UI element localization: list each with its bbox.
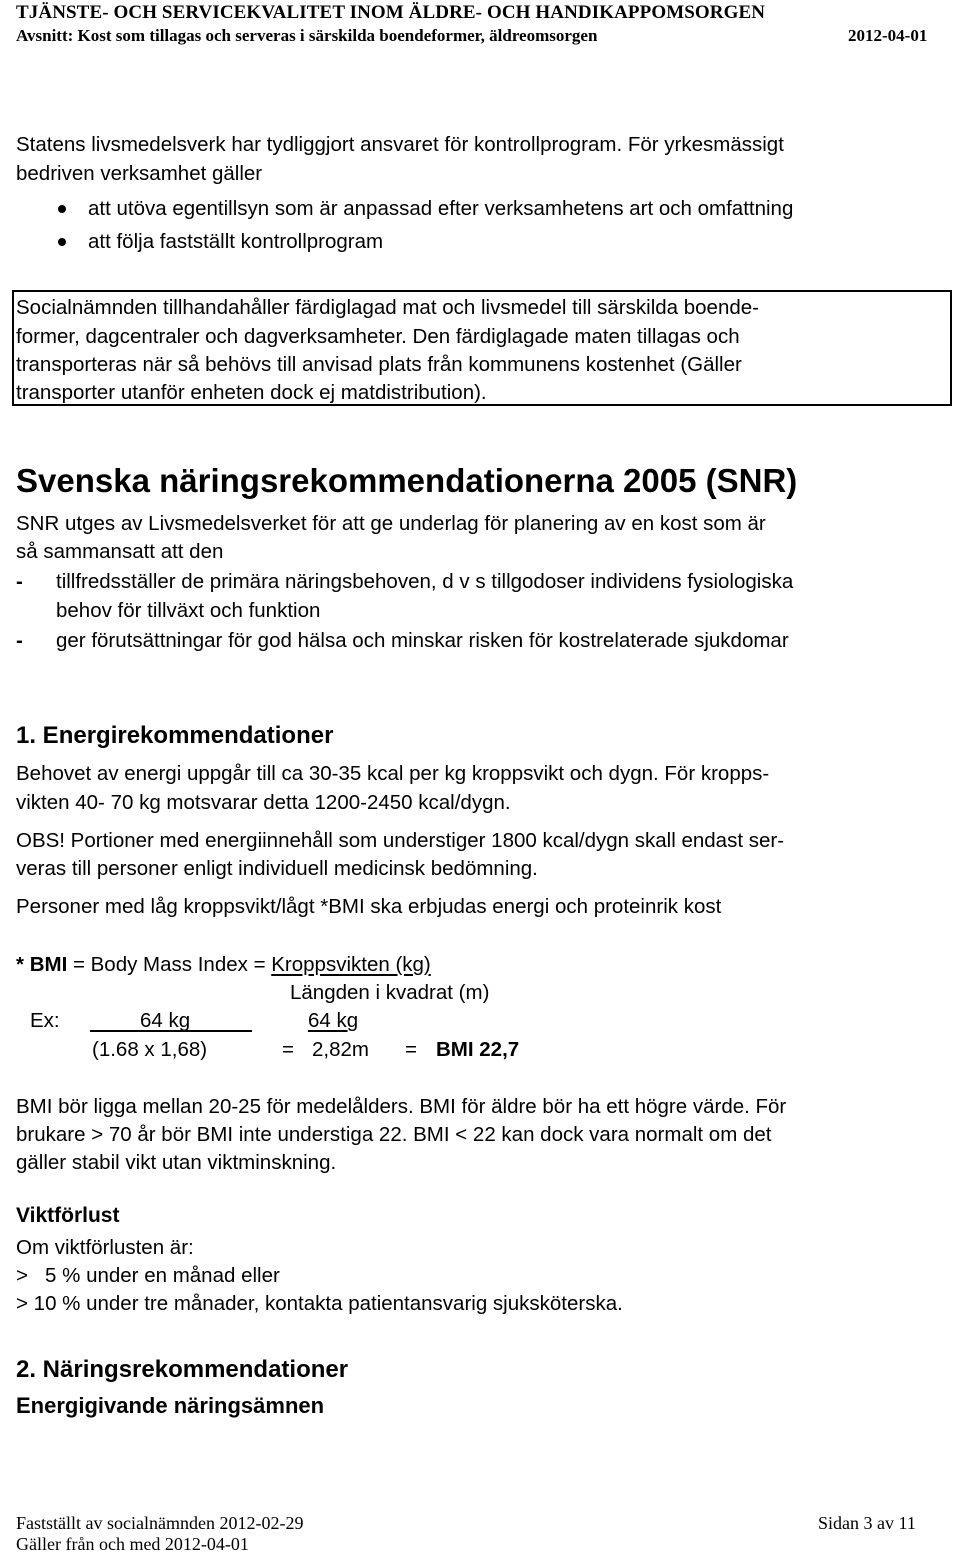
- footer-page-number: Sidan 3 av 11: [818, 1513, 916, 1533]
- energy-p1-line-1: Behovet av energi uppgår till ca 30-35 kcal per kg kroppsvikt och dygn. För kropps-: [16, 762, 770, 785]
- bmi-note-line-3: gäller stabil vikt utan viktminskning.: [16, 1151, 337, 1174]
- example-denominator-1: (1.68 x 1,68): [92, 1038, 208, 1061]
- snr-line-2: så sammansatt att den: [16, 540, 224, 563]
- weightloss-item-2: > 10 % under tre månader, kontakta patientansvarig sjuksköterska.: [16, 1292, 623, 1315]
- bmi-label: BMI: [29, 953, 68, 976]
- intro-line-1: Statens livsmedelsverk har tydliggjort ansvaret för kontrollprogram. För yrkesmässigt: [16, 133, 784, 156]
- bmi-star: *: [16, 953, 30, 976]
- bmi-result: BMI 22,7: [436, 1038, 520, 1061]
- dash-marker: -: [16, 629, 23, 652]
- bullet-dot-icon: [58, 238, 66, 246]
- footer-valid-from: Gäller från och med 2012-04-01: [16, 1534, 249, 1554]
- document-header-title: TJÄNSTE- OCH SERVICEKVALITET INOM ÄLDRE- OCH HANDIKAPPOMSORGEN: [16, 2, 766, 23]
- intro-bullet-1: att utöva egentillsyn som är anpassad efter verksamhetens art och omfattning: [88, 197, 794, 220]
- example-denominator-2: 2,82m: [312, 1038, 369, 1061]
- footer-approved: Fastställt av socialnämnden 2012-02-29: [16, 1513, 304, 1533]
- snr-line-1: SNR utges av Livsmedelsverket för att ge underlag för planering av en kost som är: [16, 512, 766, 535]
- snr-item-1b: behov för tillväxt och funktion: [56, 599, 321, 622]
- energy-p2-line-1: OBS! Portioner med energiinnehåll som understiger 1800 kcal/dygn skall endast ser-: [16, 829, 785, 852]
- weightloss-intro: Om viktförlusten är:: [16, 1236, 194, 1259]
- bmi-denominator: Längden i kvadrat (m): [290, 981, 490, 1004]
- nutrition-subheading: Energigivande näringsämnen: [16, 1393, 325, 1418]
- intro-line-2: bedriven verksamhet gäller: [16, 162, 263, 185]
- snr-heading: Svenska näringsrekommendationerna 2005 (SNR): [16, 462, 798, 499]
- bmi-numerator: Kroppsvikten (kg): [271, 953, 431, 976]
- intro-bullet-2: att följa fastställt kontrollprogram: [88, 230, 384, 253]
- energy-p2-line-2: veras till personer enligt individuell medicinsk bedömning.: [16, 857, 538, 880]
- snr-item-2: ger förutsättningar för god hälsa och minskar risken för kostrelaterade sjukdomar: [56, 629, 789, 652]
- box-line-2: former, dagcentraler och dagverksamheter. Den färdiglagade maten tillagas och: [16, 325, 740, 348]
- equals-sign: =: [282, 1038, 294, 1061]
- nutrition-heading: 2. Näringsrekommendationer: [16, 1356, 349, 1383]
- box-line-4: transporter utanför enheten dock ej matdistribution).: [16, 381, 487, 404]
- box-line-1: Socialnämnden tillhandahåller färdiglagad mat och livsmedel till särskilda boende-: [16, 296, 759, 319]
- example-label: Ex:: [30, 1009, 60, 1032]
- dash-marker: -: [16, 570, 23, 593]
- example-numerator-1: 64 kg: [140, 1009, 191, 1032]
- weightloss-item-1: > 5 % under en månad eller: [16, 1264, 280, 1287]
- document-date: 2012-04-01: [848, 26, 928, 45]
- energy-p1-line-2: vikten 40- 70 kg motsvarar detta 1200-2450 kcal/dygn.: [16, 791, 511, 814]
- energy-heading: 1. Energirekommendationer: [16, 722, 334, 749]
- energy-p3: Personer med låg kroppsvikt/lågt *BMI ska erbjudas energi och proteinrik kost: [16, 895, 722, 918]
- snr-item-1a: tillfredsställer de primära näringsbehoven, d v s tillgodoser individens fysiologiska: [56, 570, 794, 593]
- bmi-formula: [16, 950, 431, 979]
- bmi-note-line-1: BMI bör ligga mellan 20-25 för medelålders. BMI för äldre bör ha ett högre värde. För: [16, 1095, 787, 1118]
- bmi-definition: = Body Mass Index =: [67, 953, 272, 976]
- example-numerator-2: 64 kg: [308, 1009, 359, 1032]
- weightloss-heading: Viktförlust: [16, 1204, 120, 1227]
- equals-sign: =: [405, 1038, 417, 1061]
- box-line-3: transporteras när så behövs till anvisad plats från kommunens kostenhet (Gäller: [16, 353, 742, 376]
- document-section-title: Avsnitt: Kost som tillagas och serveras i särskilda boendeformer, äldreomsorgen: [16, 26, 598, 45]
- bmi-note-line-2: brukare > 70 år bör BMI inte understiga 22. BMI < 22 kan dock vara normalt om det: [16, 1123, 772, 1146]
- bullet-dot-icon: [58, 205, 66, 213]
